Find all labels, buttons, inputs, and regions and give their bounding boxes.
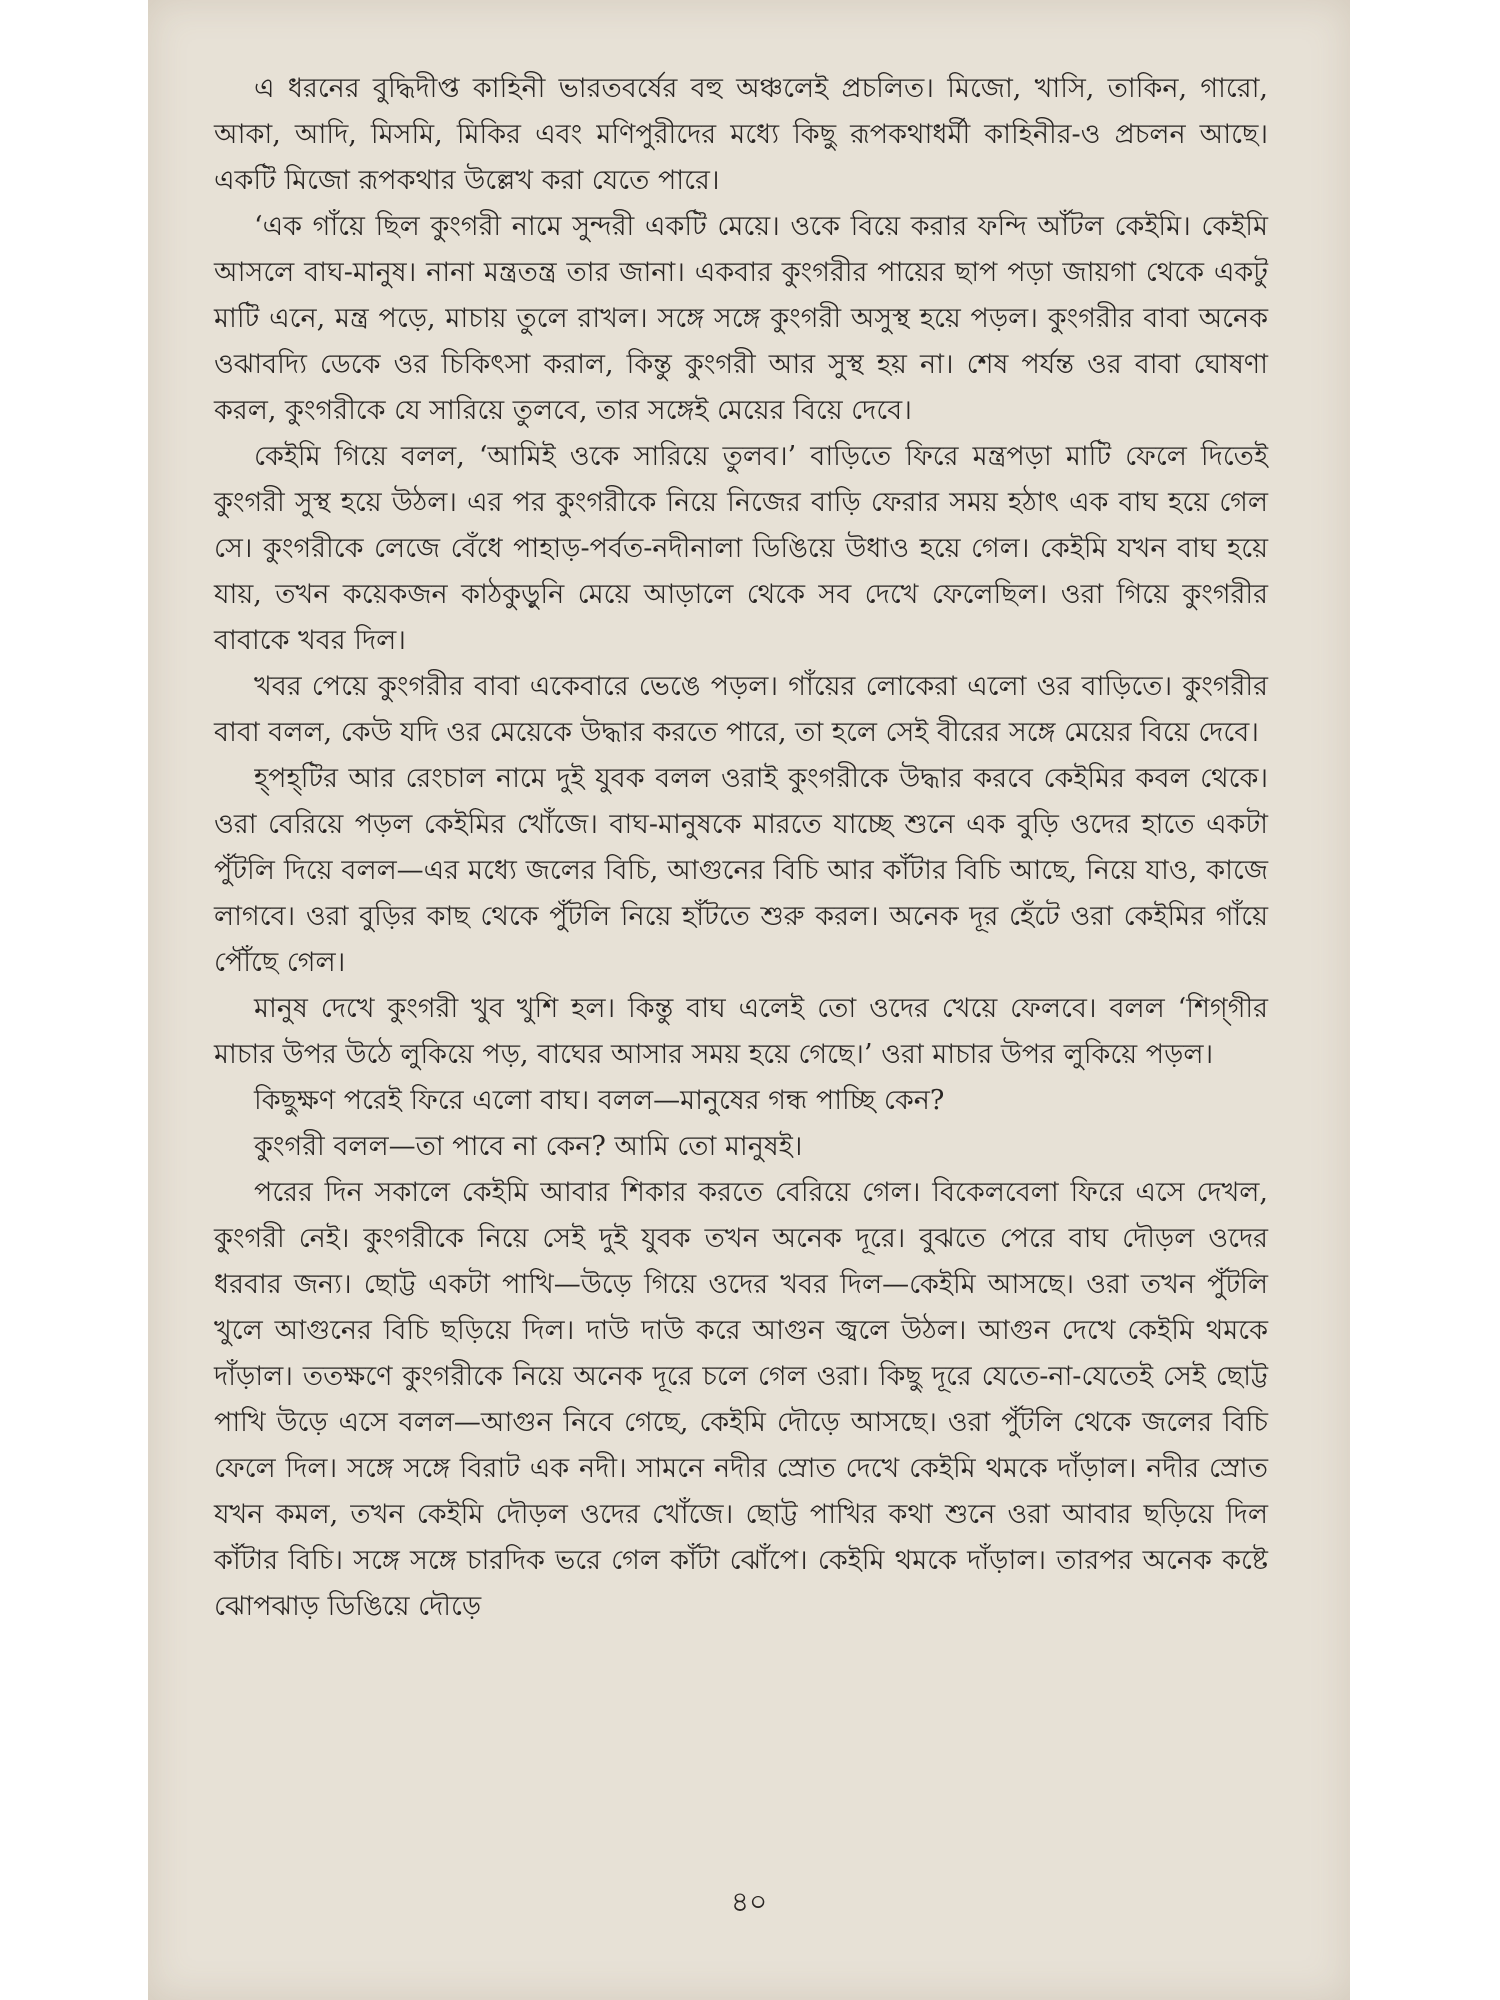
paragraph: কিছুক্ষণ পরেই ফিরে এলো বাঘ। বলল—মানুষের গন্ধ পাচ্ছি কেন? [254, 1085, 945, 1116]
paragraph: খবর পেয়ে কুংগরীর বাবা একেবারে ভেঙে পড়ল। গাঁয়ের লোকেরা এলো ওর বাড়িতে। কুংগরীর বাবা বলল, কেউ যদি ওর মেয়েকে উদ্ধার করতে পারে, তা হলে সেই বীরের সঙ্গে মেয়ের বিয়ে দেবে। [214, 671, 1268, 748]
paragraph: কুংগরী বলল—তা পাবে না কেন? আমি তো মানুষই। [254, 1131, 803, 1162]
book-page [148, 0, 1350, 2000]
paragraph: ‘এক গাঁয়ে ছিল কুংগরী নামে সুন্দরী একটি মেয়ে। ওকে বিয়ে করার ফন্দি আঁটল কেইমি। কেইমি আসলে বাঘ-মানুষ। নানা মন্ত্রতন্ত্র তার জানা। একবার কুংগরীর পায়ের ছাপ পড়া জায়গা থেকে একটু মাটি এনে, মন্ত্র পড়ে, মাচায় তুলে রাখল। সঙ্গে সঙ্গে কুংগরী অসুস্থ হয়ে পড়ল। কুংগরীর বাবা অনেক ওঝাবদ্যি ডেকে ওর চিকিৎসা করাল, কিন্তু কুংগরী আর সুস্থ হয় না। শেষ পর্যন্ত ওর বাবা ঘোষণা করল, কুংগরীকে যে সারিয়ে তুলবে, তার সঙ্গেই মেয়ের বিয়ে দেবে। [214, 211, 1268, 426]
paragraph: এ ধরনের বুদ্ধিদীপ্ত কাহিনী ভারতবর্ষের বহু অঞ্চলেই প্রচলিত। মিজো, খাসি, তাকিন, গারো, আকা, আদি, মিসমি, মিকির এবং মণিপুরীদের মধ্যে কিছু রূপকথাধর্মী কাহিনীর-ও প্রচলন আছে। একটি মিজো রূপকথার উল্লেখ করা যেতে পারে। [214, 73, 1268, 196]
page-number: ৪০ [730, 1885, 768, 1918]
paragraph: কেইমি গিয়ে বলল, ‘আমিই ওকে সারিয়ে তুলব।’ বাড়িতে ফিরে মন্ত্রপড়া মাটি ফেলে দিতেই কুংগরী সুস্থ হয়ে উঠল। এর পর কুংগরীকে নিয়ে নিজের বাড়ি ফেরার সময় হঠাৎ এক বাঘ হয়ে গেল সে। কুংগরীকে লেজে বেঁধে পাহাড়-পর্বত-নদীনালা ডিঙিয়ে উধাও হয়ে গেল। কেইমি যখন বাঘ হয়ে যায়, তখন কয়েকজন কাঠকুড়ুনি মেয়ে আড়ালে থেকে সব দেখে ফেলেছিল। ওরা গিয়ে কুংগরীর বাবাকে খবর দিল। [214, 441, 1268, 656]
paragraph: পরের দিন সকালে কেইমি আবার শিকার করতে বেরিয়ে গেল। বিকেলবেলা ফিরে এসে দেখল, কুংগরী নেই। কুংগরীকে নিয়ে সেই দুই যুবক তখন অনেক দূরে। বুঝতে পেরে বাঘ দৌড়ল ওদের ধরবার জন্য। ছোট্ট একটা পাখি—উড়ে গিয়ে ওদের খবর দিল—কেইমি আসছে। ওরা তখন পুঁটলি খুলে আগুনের বিচি ছড়িয়ে দিল। দাউ দাউ করে আগুন জ্বলে উঠল। আগুন দেখে কেইমি থমকে দাঁড়াল। ততক্ষণে কুংগরীকে নিয়ে অনেক দূরে চলে গেল ওরা। কিছু দূরে যেতে-না-যেতেই সেই ছোট্ট পাখি উড়ে এসে বলল—আগুন নিবে গেছে, কেইমি দৌড়ে আসছে। ওরা পুঁটলি থেকে জলের বিচি ফেলে দিল। সঙ্গে সঙ্গে বিরাট এক নদী। সামনে নদীর স্রোত দেখে কেইমি থমকে দাঁড়াল। নদীর স্রোত যখন কমল, তখন কেইমি দৌড়ল ওদের খোঁজে। ছোট্ট পাখির কথা শুনে ওরা আবার ছড়িয়ে দিল কাঁটার বিচি। সঙ্গে সঙ্গে চারদিক ভরে গেল কাঁটা ঝোঁপে। কেইমি থমকে দাঁড়াল। তারপর অনেক কষ্টে ঝোপঝাড় ডিঙিয়ে দৌড়ে [214, 1177, 1268, 1622]
paragraph: মানুষ দেখে কুংগরী খুব খুশি হল। কিন্তু বাঘ এলেই তো ওদের খেয়ে ফেলবে। বলল ‘শিগ্‌গীর মাচার উপর উঠে লুকিয়ে পড়, বাঘের আসার সময় হয়ে গেছে।’ ওরা মাচার উপর লুকিয়ে পড়ল। [214, 993, 1268, 1070]
paragraph: হ্‌পহ্‌টির আর রেংচাল নামে দুই যুবক বলল ওরাই কুংগরীকে উদ্ধার করবে কেইমির কবল থেকে। ওরা বেরিয়ে পড়ল কেইমির খোঁজে। বাঘ-মানুষকে মারতে যাচ্ছে শুনে এক বুড়ি ওদের হাতে একটা পুঁটলি দিয়ে বলল—এর মধ্যে জলের বিচি, আগুনের বিচি আর কাঁটার বিচি আছে, নিয়ে যাও, কাজে লাগবে। ওরা বুড়ির কাছ থেকে পুঁটলি নিয়ে হাঁটতে শুরু করল। অনেক দূর হেঁটে ওরা কেইমির গাঁয়ে পৌঁছে গেল। [214, 763, 1268, 978]
body-text [214, 66, 1268, 1630]
